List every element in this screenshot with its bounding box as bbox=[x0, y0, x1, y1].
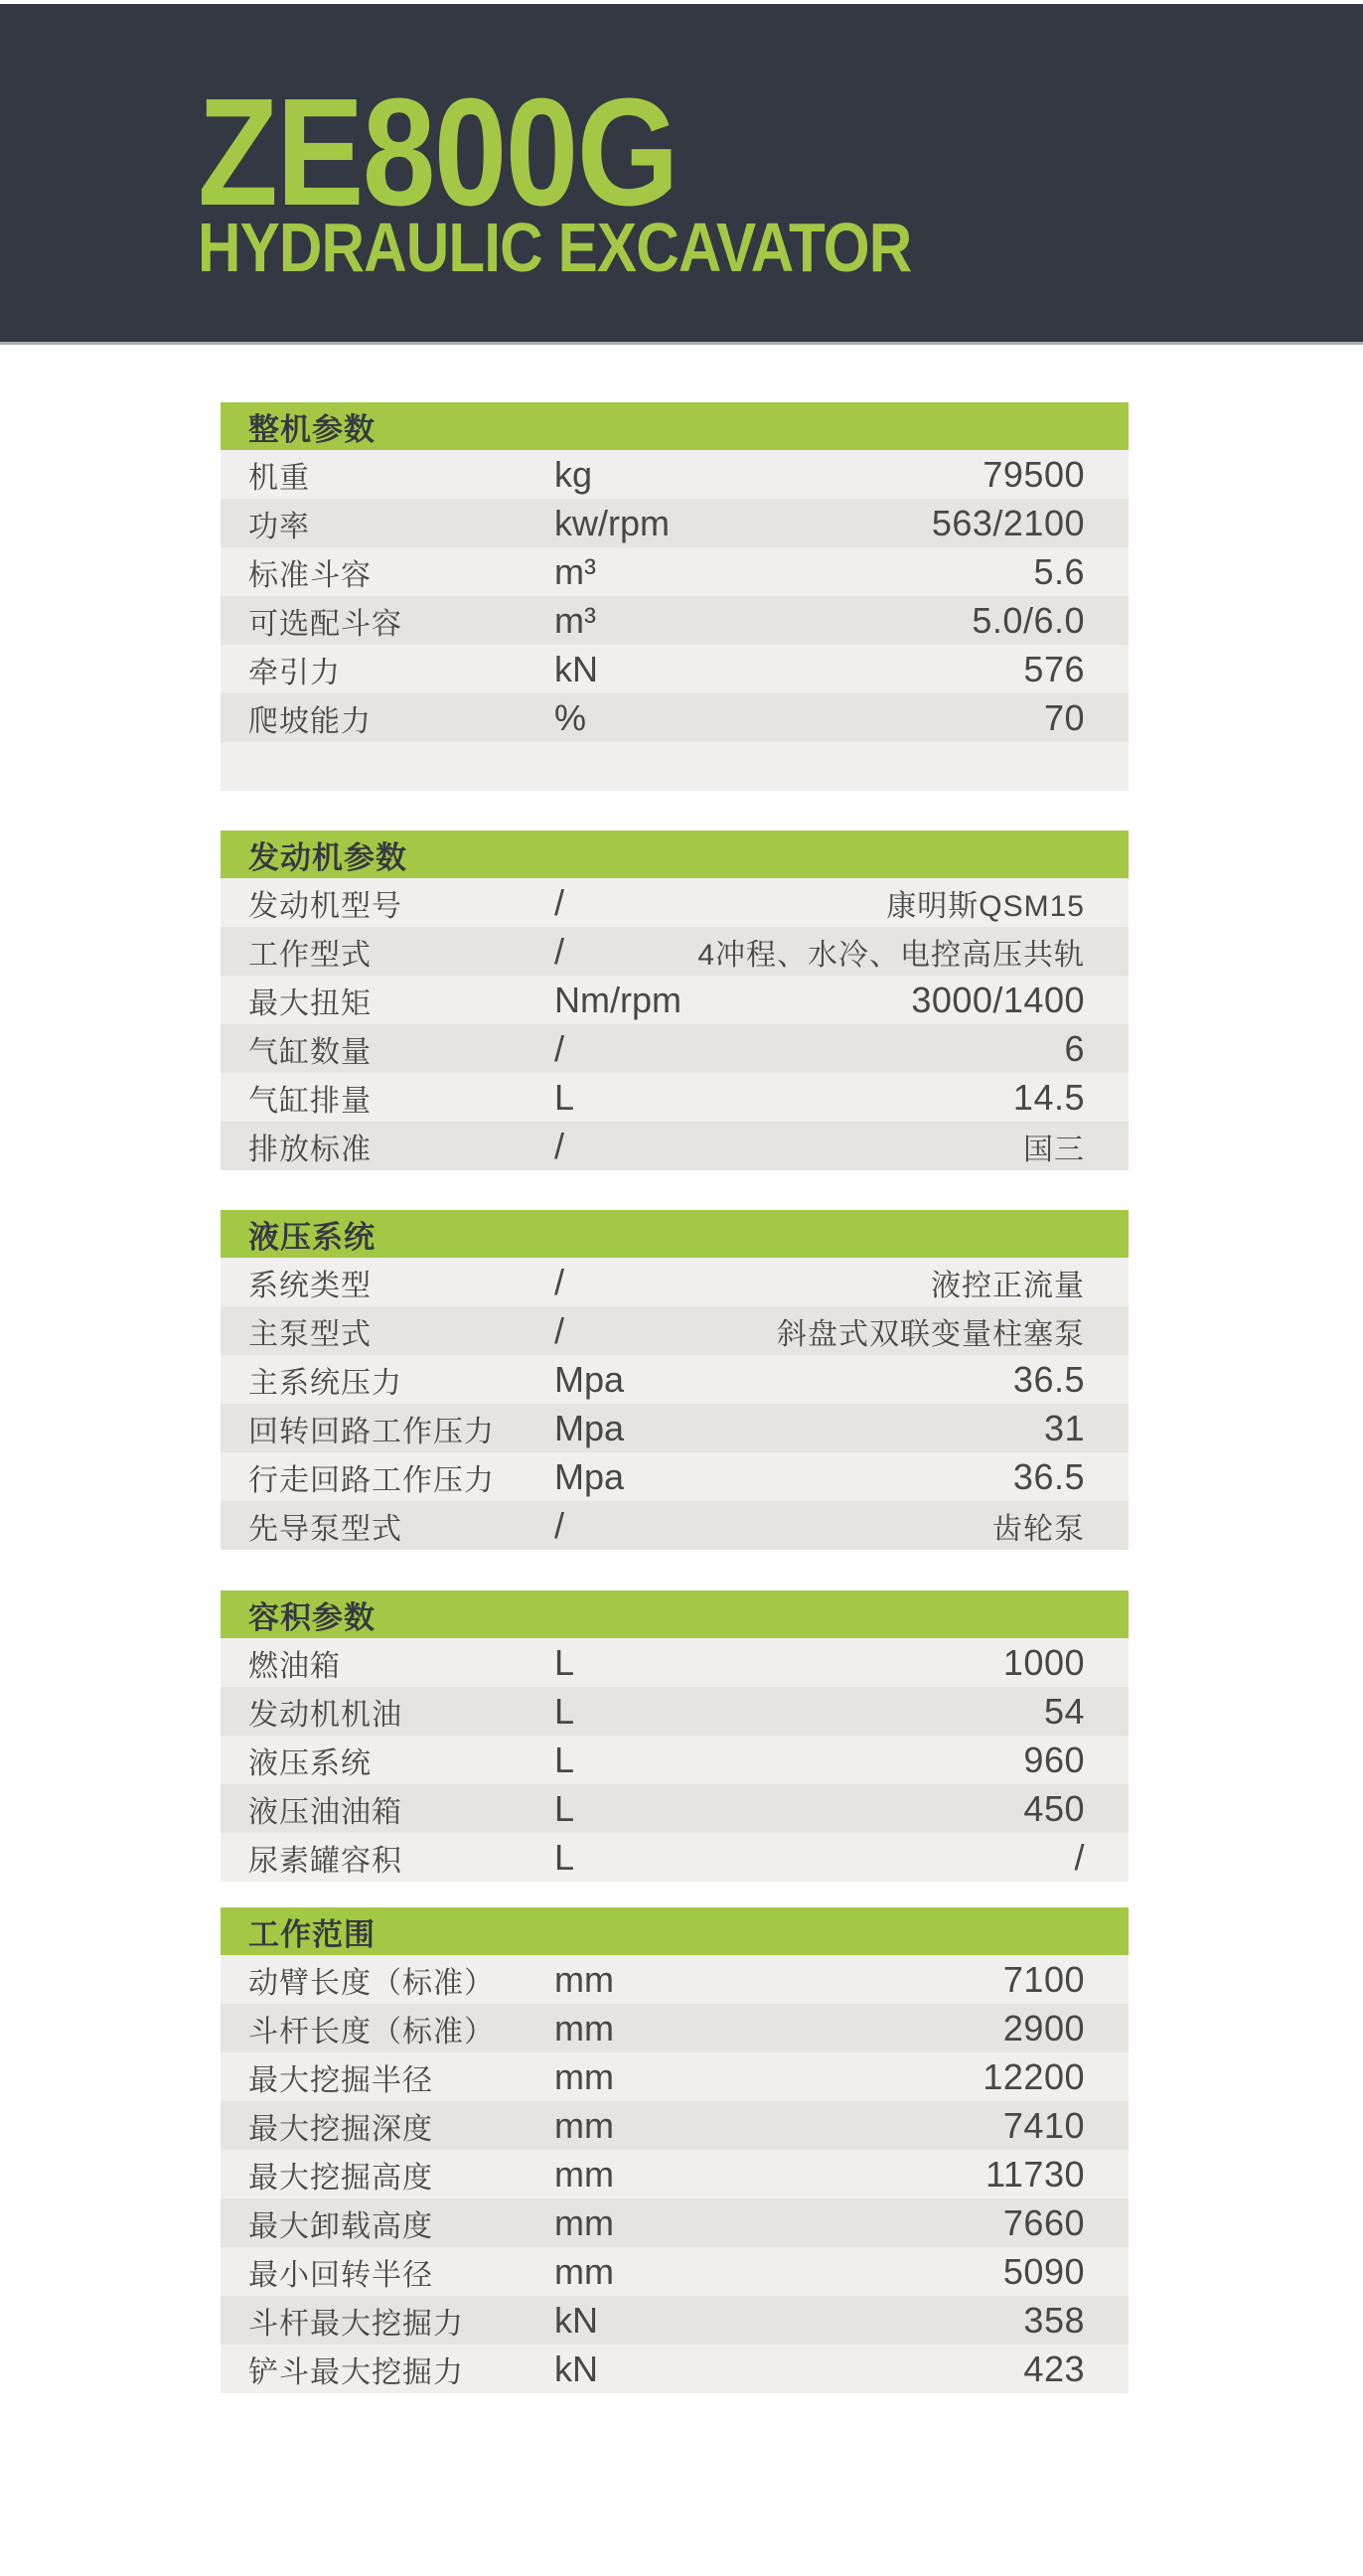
model-subtitle: HYDRAULIC EXCAVATOR bbox=[198, 209, 912, 286]
row-value: 31 bbox=[1043, 1407, 1085, 1448]
table-title: 整机参数 bbox=[248, 411, 376, 447]
row-value: 7410 bbox=[1002, 2104, 1085, 2146]
row-unit: Nm/rpm bbox=[554, 979, 682, 1020]
table-rows bbox=[221, 1955, 1129, 2393]
table-row bbox=[221, 547, 1129, 596]
table-row bbox=[221, 1687, 1129, 1736]
table-row bbox=[221, 450, 1129, 499]
spec-table bbox=[221, 1591, 1129, 1882]
table-row bbox=[221, 693, 1129, 742]
row-value: 康明斯QSM15 bbox=[886, 889, 1085, 923]
row-label: 发动机型号 bbox=[248, 889, 402, 923]
row-value: 450 bbox=[1023, 1787, 1085, 1829]
row-value: / bbox=[1074, 1836, 1085, 1878]
row-label: 最大挖掘深度 bbox=[248, 2112, 433, 2146]
spec-table bbox=[221, 831, 1129, 1170]
table-rows bbox=[221, 878, 1129, 1170]
row-value: 960 bbox=[1023, 1739, 1085, 1780]
spec-table bbox=[221, 1907, 1129, 2393]
row-value: 79500 bbox=[983, 453, 1085, 495]
row-label: 尿素罐容积 bbox=[248, 1844, 402, 1878]
table-row bbox=[221, 2198, 1129, 2247]
table-row bbox=[221, 1024, 1129, 1073]
table-rows bbox=[221, 1258, 1129, 1550]
row-label: 先导泵型式 bbox=[248, 1512, 402, 1546]
spec-tables bbox=[221, 402, 1129, 2393]
row-label: 最大挖掘半径 bbox=[248, 2063, 433, 2097]
row-unit: / bbox=[554, 1027, 565, 1069]
row-label: 工作型式 bbox=[248, 938, 372, 972]
row-unit: mm bbox=[554, 2250, 614, 2292]
table-row bbox=[221, 976, 1129, 1024]
row-label: 斗杆最大挖掘力 bbox=[248, 2307, 464, 2341]
row-value: 12200 bbox=[983, 2055, 1085, 2097]
row-unit: / bbox=[554, 1125, 565, 1166]
row-label: 液压系统 bbox=[248, 1746, 372, 1780]
row-label: 排放标准 bbox=[248, 1133, 372, 1166]
row-label: 牵引力 bbox=[248, 656, 341, 689]
row-label: 回转回路工作压力 bbox=[248, 1415, 495, 1448]
row-unit: mm bbox=[554, 2055, 614, 2097]
row-unit: L bbox=[554, 1739, 575, 1780]
table-row bbox=[221, 499, 1129, 547]
row-unit: m³ bbox=[554, 550, 596, 592]
row-label: 燃油箱 bbox=[248, 1649, 341, 1683]
row-label: 主泵型式 bbox=[248, 1317, 372, 1351]
row-label: 最大卸载高度 bbox=[248, 2209, 433, 2243]
row-unit: L bbox=[554, 1076, 575, 1118]
table-row bbox=[221, 1955, 1129, 2004]
row-unit: L bbox=[554, 1787, 575, 1829]
row-label: 功率 bbox=[248, 510, 310, 543]
table-row bbox=[221, 1736, 1129, 1784]
row-value: 423 bbox=[1023, 2348, 1085, 2389]
row-value: 6 bbox=[1064, 1027, 1085, 1069]
row-unit: kN bbox=[554, 2348, 598, 2389]
row-unit: mm bbox=[554, 2201, 614, 2243]
table-row bbox=[221, 2052, 1129, 2101]
table-row bbox=[221, 1638, 1129, 1687]
table-row bbox=[221, 2296, 1129, 2345]
row-unit: Mpa bbox=[554, 1358, 625, 1400]
row-value: 54 bbox=[1043, 1690, 1085, 1732]
row-label: 动臂长度（标准） bbox=[248, 1966, 495, 2000]
table-row bbox=[221, 1355, 1129, 1404]
hero-banner bbox=[0, 4, 1363, 345]
row-value: 齿轮泵 bbox=[992, 1512, 1085, 1546]
row-value: 576 bbox=[1023, 648, 1085, 689]
row-label: 可选配斗容 bbox=[248, 607, 402, 641]
table-title: 工作范围 bbox=[248, 1916, 376, 1952]
row-value: 5.6 bbox=[1033, 550, 1085, 592]
table-row bbox=[221, 1122, 1129, 1170]
row-value: 斜盘式双联变量柱塞泵 bbox=[777, 1317, 1085, 1351]
table-header bbox=[221, 831, 1129, 878]
row-value: 7660 bbox=[1002, 2201, 1085, 2243]
spec-table bbox=[221, 402, 1129, 791]
row-label: 最大挖掘高度 bbox=[248, 2161, 433, 2195]
table-row bbox=[221, 1258, 1129, 1306]
row-unit: kg bbox=[554, 453, 593, 495]
row-label: 气缸排量 bbox=[248, 1084, 372, 1118]
table-row bbox=[221, 1306, 1129, 1355]
row-unit: kw/rpm bbox=[554, 502, 670, 543]
row-label: 铲斗最大挖掘力 bbox=[248, 2355, 464, 2389]
table-row bbox=[221, 927, 1129, 976]
table-row bbox=[221, 1501, 1129, 1550]
row-value: 2900 bbox=[1002, 2007, 1085, 2048]
row-label: 最小回转半径 bbox=[248, 2258, 433, 2292]
row-value: 36.5 bbox=[1012, 1455, 1085, 1497]
row-value: 36.5 bbox=[1012, 1358, 1085, 1400]
row-value: 5090 bbox=[1002, 2250, 1085, 2292]
table-row bbox=[221, 878, 1129, 927]
table-title: 液压系统 bbox=[248, 1219, 376, 1255]
table-row bbox=[221, 2345, 1129, 2393]
row-label: 气缸数量 bbox=[248, 1035, 372, 1069]
row-unit: / bbox=[554, 1261, 565, 1302]
table-row bbox=[221, 645, 1129, 693]
row-label: 发动机机油 bbox=[248, 1698, 402, 1732]
table-row bbox=[221, 1073, 1129, 1122]
table-title: 容积参数 bbox=[248, 1599, 376, 1635]
table-rows bbox=[221, 1638, 1129, 1882]
row-label: 最大扭矩 bbox=[248, 986, 372, 1020]
row-unit: mm bbox=[554, 2007, 614, 2048]
row-unit: m³ bbox=[554, 599, 596, 641]
table-row bbox=[221, 1833, 1129, 1882]
table-header bbox=[221, 1907, 1129, 1955]
row-value: 14.5 bbox=[1012, 1076, 1085, 1118]
row-value: 563/2100 bbox=[931, 502, 1085, 543]
table-row bbox=[221, 1784, 1129, 1833]
table-header bbox=[221, 1210, 1129, 1258]
row-value: 5.0/6.0 bbox=[972, 599, 1085, 641]
table-row bbox=[221, 1452, 1129, 1501]
row-unit: kN bbox=[554, 2299, 598, 2341]
row-unit: / bbox=[554, 1504, 565, 1546]
row-unit: mm bbox=[554, 2153, 614, 2195]
table-row bbox=[221, 1404, 1129, 1452]
row-label: 标准斗容 bbox=[248, 558, 372, 592]
table-rows bbox=[221, 450, 1129, 791]
table-row bbox=[221, 742, 1129, 791]
row-label: 斗杆长度（标准） bbox=[248, 2015, 495, 2048]
row-unit: Mpa bbox=[554, 1407, 625, 1448]
table-header bbox=[221, 1591, 1129, 1638]
spec-table bbox=[221, 1210, 1129, 1550]
row-value: 液控正流量 bbox=[931, 1269, 1085, 1302]
row-unit: % bbox=[554, 696, 587, 738]
table-row bbox=[221, 596, 1129, 645]
row-label: 液压油油箱 bbox=[248, 1795, 402, 1829]
row-label: 爬坡能力 bbox=[248, 704, 372, 738]
row-unit: kN bbox=[554, 648, 598, 689]
row-label: 系统类型 bbox=[248, 1269, 372, 1302]
table-title: 发动机参数 bbox=[248, 839, 407, 875]
table-row bbox=[221, 2247, 1129, 2296]
row-unit: Mpa bbox=[554, 1455, 625, 1497]
model-title: ZE800G bbox=[198, 67, 678, 237]
table-header bbox=[221, 402, 1129, 450]
table-row bbox=[221, 2150, 1129, 2198]
row-unit: mm bbox=[554, 1958, 614, 2000]
row-label: 行走回路工作压力 bbox=[248, 1463, 495, 1497]
row-unit: L bbox=[554, 1836, 575, 1878]
row-value: 358 bbox=[1023, 2299, 1085, 2341]
table-row bbox=[221, 2004, 1129, 2052]
row-label: 机重 bbox=[248, 461, 310, 495]
row-value: 3000/1400 bbox=[911, 979, 1085, 1020]
row-value: 11730 bbox=[985, 2153, 1085, 2195]
row-unit: mm bbox=[554, 2104, 614, 2146]
row-unit: L bbox=[554, 1641, 575, 1683]
row-value: 70 bbox=[1043, 696, 1085, 738]
row-unit: / bbox=[554, 881, 565, 923]
row-value: 4冲程、水冷、电控高压共轨 bbox=[697, 938, 1085, 972]
row-unit: / bbox=[554, 930, 565, 972]
row-value: 7100 bbox=[1002, 1958, 1085, 2000]
row-unit: / bbox=[554, 1309, 565, 1351]
row-value: 国三 bbox=[1023, 1133, 1085, 1166]
row-unit: L bbox=[554, 1690, 575, 1732]
table-row bbox=[221, 2101, 1129, 2150]
row-label: 主系统压力 bbox=[248, 1366, 402, 1400]
row-value: 1000 bbox=[1002, 1641, 1085, 1683]
